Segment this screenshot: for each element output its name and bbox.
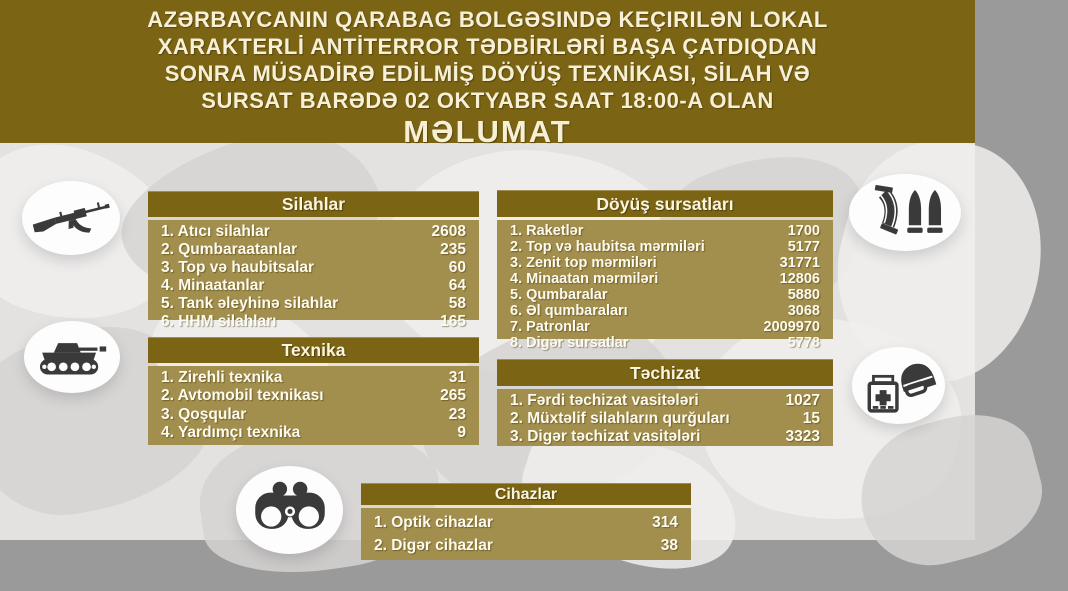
medkit-helmet-icon [861, 355, 937, 417]
tank-icon [32, 330, 112, 384]
row-value: 15 [802, 410, 820, 427]
table-cihazlar-body [361, 508, 691, 560]
ak47-rifle-icon [28, 192, 114, 244]
table-doyus-title: Döyüş sursatları [497, 190, 833, 217]
row-label: 3. Zenit top mərmiləri [510, 255, 657, 271]
table-row [497, 303, 833, 319]
row-label: 2. Digər cihazlar [374, 536, 493, 554]
table-row [497, 239, 833, 255]
binoculars-icon [248, 478, 332, 542]
row-value: 12806 [779, 271, 820, 287]
table-texnika-body [148, 366, 479, 445]
row-value: 265 [440, 387, 466, 405]
table-silahlar-body [148, 220, 479, 330]
equipment-badge [852, 347, 945, 424]
table-row [148, 295, 479, 313]
row-value: 5778 [787, 335, 820, 351]
table-silahlar [148, 191, 479, 330]
table-row [148, 369, 479, 387]
table-texnika [148, 337, 479, 445]
table-row [497, 319, 833, 335]
table-row [148, 223, 479, 241]
row-value: 2608 [431, 223, 466, 240]
header-line-2: XARAKTERLİ ANTİTERROR TƏDBİRLƏRİ BAŞA ÇATDIQDAN [157, 34, 818, 59]
row-value: 165 [440, 313, 466, 330]
row-label: 3. Digər təchizat vasitələri [510, 428, 701, 445]
row-value: 31 [448, 369, 466, 387]
table-row [148, 387, 479, 405]
table-row [148, 241, 479, 259]
row-label: 8. Digər sursatlar [510, 335, 629, 351]
table-row [148, 406, 479, 424]
row-label: 5. Tank əleyhinə silahlar [161, 295, 339, 312]
row-label: 5. Qumbaralar [510, 287, 608, 303]
row-label: 7. Patronlar [510, 319, 590, 335]
table-row [497, 392, 833, 410]
ammo-badge [849, 174, 961, 251]
table-techizat-body [497, 389, 833, 446]
devices-badge [236, 466, 343, 554]
row-value: 314 [652, 513, 678, 531]
table-techizat-title: Təchizat [497, 359, 833, 386]
row-label: 4. Minaatanlar [161, 277, 265, 294]
row-label: 2. Qumbaraatanlar [161, 241, 298, 258]
page-title: MƏLUMAT [403, 114, 572, 149]
table-row [148, 313, 479, 331]
row-label: 1. Zirehli texnika [161, 369, 283, 387]
row-value: 9 [457, 423, 466, 441]
table-row [497, 335, 833, 351]
table-row [148, 259, 479, 277]
row-value: 3323 [785, 428, 820, 445]
row-value: 60 [448, 259, 466, 276]
row-value: 3068 [787, 303, 820, 319]
row-label: 3. Top və haubitsalar [161, 259, 315, 276]
table-silahlar-title: Silahlar [148, 191, 479, 217]
row-label: 1. Fərdi təchizat vasitələri [510, 392, 699, 409]
table-doyus-body [497, 220, 833, 351]
row-value: 31771 [779, 255, 820, 271]
table-row [497, 255, 833, 271]
row-value: 38 [660, 536, 678, 554]
row-value: 235 [440, 241, 466, 258]
table-row [497, 271, 833, 287]
table-techizat [497, 359, 833, 446]
table-doyus-sursatlari [497, 190, 833, 351]
row-label: 4. Yardımçı texnika [161, 423, 301, 441]
row-value: 1027 [785, 392, 820, 409]
row-value: 1700 [787, 223, 820, 239]
row-value: 64 [448, 277, 466, 294]
table-row [361, 514, 691, 532]
header-line-3: SONRA MÜSADİRƏ EDİLMİŞ DÖYÜŞ TEXNİKASI, SİLAH VƏ [164, 61, 811, 86]
row-label: 1. Optik cihazlar [374, 513, 493, 531]
rifle-badge [22, 181, 120, 255]
row-label: 2. Top və haubitsa mərmiləri [510, 239, 705, 255]
row-value: 58 [448, 295, 466, 312]
row-label: 2. Müxtəlif silahların qurğuları [510, 410, 730, 427]
row-value: 23 [448, 405, 466, 423]
table-row [497, 428, 833, 446]
row-label: 4. Minaatan mərmiləri [510, 271, 659, 287]
table-texnika-title: Texnika [148, 337, 479, 363]
row-label: 3. Qoşqular [161, 405, 247, 423]
table-row [148, 424, 479, 442]
header-band [0, 0, 975, 149]
table-row [148, 277, 479, 295]
table-row [361, 537, 691, 555]
header-line-1: AZƏRBAYCANIN QARABAG BOLGƏSINDƏ KEÇIRILƏN LOKAL [147, 7, 828, 32]
table-row [497, 410, 833, 428]
table-row [497, 287, 833, 303]
table-row [497, 223, 833, 239]
table-cihazlar-title: Cihazlar [361, 483, 691, 505]
row-label: 1. Atıcı silahlar [161, 223, 270, 240]
header-line-4: SURSAT BARƏDƏ 02 OKTYABR SAAT 18:00-A OLAN [201, 88, 774, 113]
row-label: 6. Əl qumbaraları [510, 303, 628, 319]
row-label: 2. Avtomobil texnikası [161, 387, 324, 405]
table-cihazlar [361, 483, 691, 560]
row-label: 6. HHM silahları [161, 313, 277, 330]
row-value: 5177 [787, 239, 820, 255]
row-label: 1. Raketlər [510, 223, 584, 239]
magazine-bullets-icon [859, 182, 951, 244]
row-value: 2009970 [763, 319, 820, 335]
tank-badge [24, 321, 120, 393]
row-value: 5880 [787, 287, 820, 303]
